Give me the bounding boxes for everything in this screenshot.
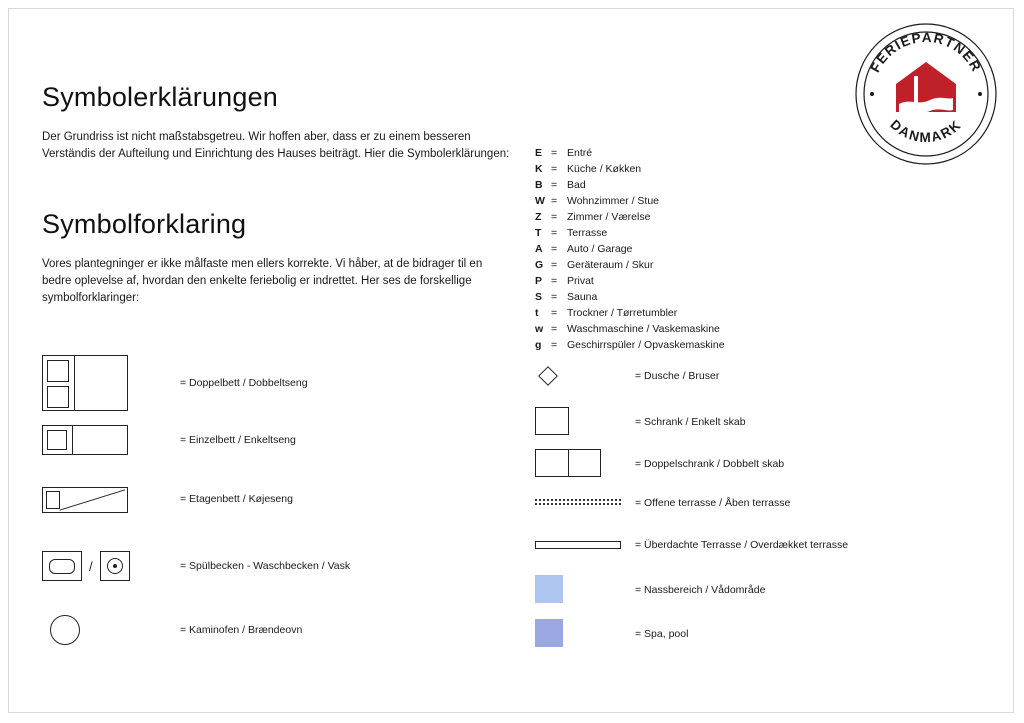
legend-item-covered-terrace — [535, 533, 985, 575]
abbr-equals: = — [551, 323, 558, 335]
fireplace-icon — [50, 615, 80, 645]
svg-text:FERIEPARTNER: FERIEPARTNER — [867, 29, 985, 75]
intro-paragraph-da: Vores plantegninger er ikke målfaste men ellers korrekte. Vi håber, at de bidrager til en bedre oplevelse af, hvordan den enkelte feriebolig er indrettet. Her ses de forskellige symbolforklaringer: — [42, 258, 483, 304]
abbr-label: Zimmer / Værelse — [567, 211, 651, 223]
abbreviation-row — [535, 321, 725, 337]
legend-label: = Doppelschrank / Dobbelt skab — [635, 458, 785, 470]
abbreviation-row — [535, 273, 725, 289]
legend-item-bunk-bed — [42, 487, 512, 551]
abbr-key: Z — [535, 211, 542, 223]
abbr-key: A — [535, 243, 543, 255]
open-terrace-icon — [535, 491, 621, 505]
double-bed-icon — [42, 355, 128, 411]
abbr-key: K — [535, 163, 543, 175]
legend-label: = Einzelbett / Enkeltseng — [180, 434, 296, 446]
abbreviation-row — [535, 257, 725, 273]
legend-label: = Spa, pool — [635, 628, 689, 640]
abbreviation-row — [535, 225, 725, 241]
abbr-equals: = — [551, 275, 558, 287]
abbreviation-row — [535, 161, 725, 177]
abbr-label: Sauna — [567, 291, 598, 303]
bunk-bed-icon — [42, 487, 128, 513]
single-cabinet-icon — [535, 407, 569, 435]
abbr-equals: = — [551, 179, 558, 191]
abbr-key: B — [535, 179, 543, 191]
page-title-da: Symbolforklaring — [42, 209, 247, 239]
abbr-label: Geschirrspüler / Opvaskemaskine — [567, 339, 725, 351]
abbreviation-row — [535, 209, 725, 225]
abbr-equals: = — [551, 147, 558, 159]
abbr-label: Trockner / Tørretumbler — [567, 307, 678, 319]
svg-text:DANMARK: DANMARK — [887, 116, 965, 145]
legend-item-open-terrace — [535, 491, 985, 533]
abbreviation-row — [535, 241, 725, 257]
abbr-label: Bad — [567, 179, 586, 191]
abbr-label: Entré — [567, 147, 593, 159]
abbr-key: P — [535, 275, 543, 287]
abbr-equals: = — [551, 259, 558, 271]
abbr-key: G — [535, 259, 544, 271]
legend-label: = Etagenbett / Køjeseng — [180, 493, 293, 505]
abbr-key: W — [535, 195, 545, 207]
abbr-key: S — [535, 291, 543, 303]
abbr-equals: = — [551, 307, 558, 319]
legend-item-single-cabinet — [535, 407, 985, 449]
spa-pool-swatch-icon — [535, 619, 563, 647]
left-symbol-legend — [42, 355, 512, 671]
abbr-label: Auto / Garage — [567, 243, 633, 255]
left-text-column — [42, 82, 512, 307]
legend-item-spa-pool — [535, 619, 985, 663]
abbreviation-row — [535, 193, 725, 209]
legend-item-double-cabinet — [535, 449, 985, 491]
abbr-equals: = — [551, 211, 558, 223]
abbr-label: Privat — [567, 275, 594, 287]
legend-label: = Überdachte Terrasse / Overdækket terrasse — [635, 539, 849, 551]
wet-area-swatch-icon — [535, 575, 563, 603]
intro-paragraph-de: Der Grundriss ist nicht maßstabsgetreu. Wir hoffen aber, dass er zu einem besseren Verständis der Aufteilung und Einrichtung des Hauses beiträgt. Hier die Symbolerklärungen: — [42, 131, 510, 160]
legend-item-wet-area — [535, 575, 985, 619]
legend-label: = Dusche / Bruser — [635, 370, 720, 382]
legend-item-fireplace — [42, 615, 512, 671]
right-symbol-legend — [535, 365, 985, 663]
abbr-equals: = — [551, 291, 558, 303]
abbreviation-list — [535, 145, 725, 353]
abbr-label: Wohnzimmer / Stue — [567, 195, 660, 207]
page-title-de: Symbolerklärungen — [42, 82, 279, 112]
legend-item-sink — [42, 551, 512, 615]
legend-label: = Nassbereich / Vådområde — [635, 584, 766, 596]
abbr-equals: = — [551, 339, 558, 351]
abbr-equals: = — [551, 243, 558, 255]
legend-item-single-bed — [42, 425, 512, 487]
single-bed-icon — [42, 425, 128, 455]
abbr-label: Küche / Køkken — [567, 163, 642, 175]
abbr-key: E — [535, 147, 543, 159]
legend-label: = Spülbecken - Waschbecken / Vask — [180, 560, 351, 572]
abbreviation-row — [535, 289, 725, 305]
abbr-key: t — [535, 307, 539, 319]
legend-label: = Doppelbett / Dobbeltseng — [180, 377, 308, 389]
abbreviation-row — [535, 305, 725, 321]
shower-icon — [535, 365, 555, 383]
legend-item-double-bed — [42, 355, 512, 425]
sink-washbasin-icon — [42, 551, 130, 581]
slash-separator: / — [89, 558, 93, 574]
abbr-label: Geräteraum / Skur — [567, 259, 654, 271]
abbr-equals: = — [551, 227, 558, 239]
legend-label: = Schrank / Enkelt skab — [635, 416, 746, 428]
abbr-equals: = — [551, 163, 558, 175]
abbr-equals: = — [551, 195, 558, 207]
legend-label: = Offene terrasse / Åben terrasse — [635, 497, 791, 509]
covered-terrace-icon — [535, 533, 621, 549]
abbr-label: Waschmaschine / Vaskemaskine — [567, 323, 720, 335]
abbr-key: w — [535, 323, 544, 335]
abbr-key: g — [535, 339, 542, 351]
abbreviation-row — [535, 145, 725, 161]
abbr-key: T — [535, 227, 542, 239]
abbr-label: Terrasse — [567, 227, 608, 239]
legend-item-shower — [535, 365, 985, 407]
abbreviation-row — [535, 337, 725, 353]
feriepartner-danmark-logo — [852, 20, 1000, 168]
legend-label: = Kaminofen / Brændeovn — [180, 624, 303, 636]
double-cabinet-icon — [535, 449, 601, 477]
abbreviation-row — [535, 177, 725, 193]
